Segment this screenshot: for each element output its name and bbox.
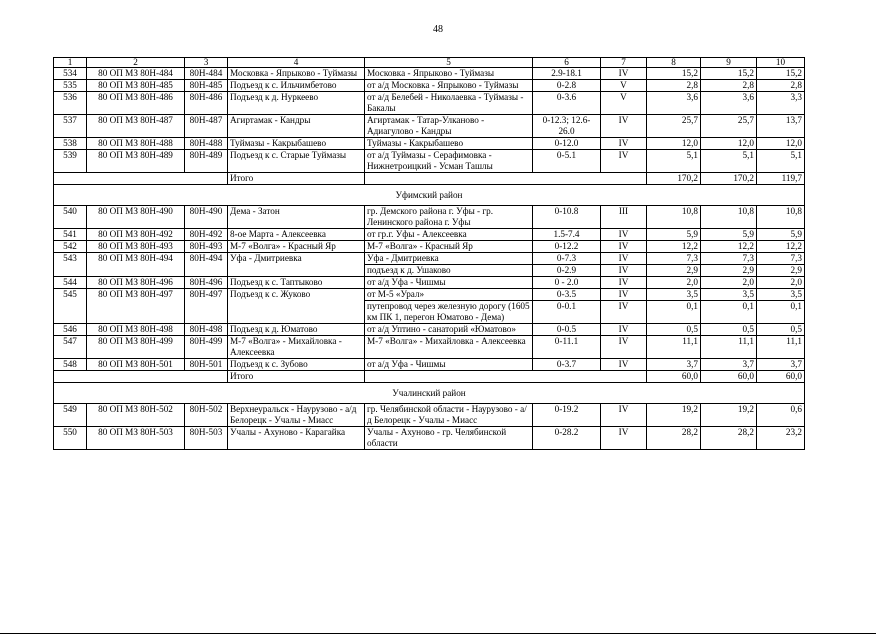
length-col9: 3,6 [701,92,757,115]
km-range: 0-3.6 [533,92,601,115]
row-number: 534 [54,68,87,80]
km-range: 2.9-18.1 [533,68,601,80]
route-description: гр. Челябинской области - Наурузово - а/д Белорецк - Учалы - Миасс [365,404,533,427]
length-col10: 12,2 [757,241,805,253]
road-category: V [601,92,647,115]
road-code: 80Н-496 [185,277,228,289]
length-col10: 5,1 [757,150,805,173]
total-col9: 170,2 [701,173,757,185]
road-code: 80Н-488 [185,138,228,150]
route-description: гр. Демского района г. Уфы - гр. Ленинского района г. Уфы [365,206,533,229]
row-number: 536 [54,92,87,115]
road-id: 80 ОП МЗ 80Н-501 [87,359,185,371]
row-number: 549 [54,404,87,427]
road-name: М-7 «Волга» - Михайловка - Алексеевка [228,336,365,359]
route-description: Уфа - Дмитриевка [365,253,533,265]
page-bottom-edge [0,628,876,640]
length-col10: 3,5 [757,289,805,301]
route-description: Учалы - Ахуново - гр. Челябинской области [365,427,533,450]
table-row [54,359,805,371]
road-category: IV [601,301,647,324]
table-row [54,92,805,115]
road-id: 80 ОП МЗ 80Н-485 [87,80,185,92]
length-col9: 7,3 [701,253,757,265]
column-number-header: 8 [647,58,701,68]
row-number: 537 [54,115,87,138]
table-row [54,206,805,229]
length-col8: 2,9 [647,265,701,277]
km-range: 0-10.8 [533,206,601,229]
road-code: 80Н-493 [185,241,228,253]
route-description: подъезд к д. Ушаково [365,265,533,277]
length-col9: 19,2 [701,404,757,427]
row-number: 539 [54,150,87,173]
km-range: 0-12.3; 12.6-26.0 [533,115,601,138]
km-range: 0-11.1 [533,336,601,359]
length-col10: 0,5 [757,324,805,336]
column-number-header: 4 [228,58,365,68]
header-row [54,58,805,68]
length-col8: 3,6 [647,92,701,115]
length-col8: 12,2 [647,241,701,253]
km-range: 0-0.1 [533,301,601,324]
km-range: 0-3.5 [533,289,601,301]
length-col10: 15,2 [757,68,805,80]
total-empty [365,371,647,383]
road-category: IV [601,289,647,301]
table-row [54,289,805,301]
road-code: 80Н-499 [185,336,228,359]
route-description: от а/д Белебей - Николаевка - Туймазы - Бакалы [365,92,533,115]
total-empty [365,173,647,185]
table-row [54,229,805,241]
district-title: Уфимский район [54,185,805,206]
route-description: от а/д Уфа - Чишмы [365,359,533,371]
route-description: от М-5 «Урал» [365,289,533,301]
total-col10: 119,7 [757,173,805,185]
length-col10: 2,8 [757,80,805,92]
page-number: 48 [433,24,443,35]
length-col8: 3,7 [647,359,701,371]
table-row [54,277,805,289]
length-col9: 3,5 [701,289,757,301]
road-id: 80 ОП МЗ 80Н-492 [87,229,185,241]
district-title: Учалинский район [54,383,805,404]
district-header-row [54,383,805,404]
row-number: 546 [54,324,87,336]
road-name: Подъезд к с. Таптыково [228,277,365,289]
length-col8: 19,2 [647,404,701,427]
length-col9: 10,8 [701,206,757,229]
road-id: 80 ОП МЗ 80Н-496 [87,277,185,289]
length-col8: 0,5 [647,324,701,336]
table-row [54,80,805,92]
road-id: 80 ОП МЗ 80Н-486 [87,92,185,115]
column-number-header: 2 [87,58,185,68]
district-header-row [54,185,805,206]
route-description: путепровод через железную дорогу (1605 км ПК 1, перегон Юматово - Дема) [365,301,533,324]
road-category: IV [601,265,647,277]
length-col10: 23,2 [757,427,805,450]
km-range: 0-7.3 [533,253,601,265]
road-id: 80 ОП МЗ 80Н-499 [87,336,185,359]
km-range: 0-12.0 [533,138,601,150]
road-category: IV [601,253,647,265]
route-description: М-7 «Волга» - Красный Яр [365,241,533,253]
column-number-header: 3 [185,58,228,68]
table-row [54,253,805,265]
scan-mark: . [646,627,648,636]
column-number-header: 5 [365,58,533,68]
road-name: Подъезд к с. Зубово [228,359,365,371]
road-code: 80Н-501 [185,359,228,371]
road-id: 80 ОП МЗ 80Н-497 [87,289,185,324]
road-name: Подъезд к д. Нуркеево [228,92,365,115]
route-description: от а/д Московка - Япрыково - Туймазы [365,80,533,92]
km-range: 0-19.2 [533,404,601,427]
road-name: Агиртамак - Кандры [228,115,365,138]
length-col10: 13,7 [757,115,805,138]
roads-table [53,57,805,450]
road-category: IV [601,138,647,150]
length-col8: 5,9 [647,229,701,241]
road-code: 80Н-503 [185,427,228,450]
length-col8: 3,5 [647,289,701,301]
row-number: 535 [54,80,87,92]
road-code: 80Н-489 [185,150,228,173]
road-name: Подъезд к с. Старые Туймазы [228,150,365,173]
row-number: 547 [54,336,87,359]
km-range: 0-12.2 [533,241,601,253]
route-description: от а/д Уфа - Чишмы [365,277,533,289]
road-id: 80 ОП МЗ 80Н-493 [87,241,185,253]
total-empty [54,173,228,185]
column-number-header: 10 [757,58,805,68]
bottom-rule [0,633,876,634]
road-category: IV [601,241,647,253]
km-range: 0-5.1 [533,150,601,173]
row-number: 544 [54,277,87,289]
length-col10: 10,8 [757,206,805,229]
total-empty [54,371,228,383]
length-col8: 0,1 [647,301,701,324]
length-col10: 7,3 [757,253,805,265]
length-col10: 5,9 [757,229,805,241]
table-row [54,68,805,80]
table-row [54,115,805,138]
road-category: III [601,206,647,229]
road-code: 80Н-498 [185,324,228,336]
road-category: IV [601,359,647,371]
total-col9: 60,0 [701,371,757,383]
road-code: 80Н-497 [185,289,228,324]
km-range: 1.5-7.4 [533,229,601,241]
total-row [54,371,805,383]
route-description: от а/д Туймазы - Серафимовка - Нижнетроицкий - Усман Ташлы [365,150,533,173]
length-col10: 12,0 [757,138,805,150]
length-col8: 28,2 [647,427,701,450]
road-name: Московка - Япрыково - Туймазы [228,68,365,80]
total-row [54,173,805,185]
row-number: 542 [54,241,87,253]
km-range: 0-3.7 [533,359,601,371]
length-col9: 11,1 [701,336,757,359]
column-number-header: 9 [701,58,757,68]
row-number: 540 [54,206,87,229]
table-row [54,150,805,173]
scan-mark: . [55,627,57,636]
length-col9: 28,2 [701,427,757,450]
road-code: 80Н-494 [185,253,228,277]
length-col9: 12,2 [701,241,757,253]
length-col9: 25,7 [701,115,757,138]
length-col9: 2,0 [701,277,757,289]
road-code: 80Н-492 [185,229,228,241]
table-row [54,404,805,427]
length-col8: 2,8 [647,80,701,92]
column-number-header: 1 [54,58,87,68]
length-col9: 2,9 [701,265,757,277]
road-code: 80Н-485 [185,80,228,92]
table-row [54,427,805,450]
route-description: Туймазы - Какрыбашево [365,138,533,150]
road-id: 80 ОП МЗ 80Н-488 [87,138,185,150]
row-number: 543 [54,253,87,277]
road-code: 80Н-486 [185,92,228,115]
row-number: 545 [54,289,87,324]
route-description: от гр.г. Уфы - Алексеевка [365,229,533,241]
column-number-header: 7 [601,58,647,68]
km-range: 0 - 2.0 [533,277,601,289]
length-col10: 0,6 [757,404,805,427]
length-col8: 25,7 [647,115,701,138]
table-body [54,58,805,450]
length-col10: 11,1 [757,336,805,359]
road-id: 80 ОП МЗ 80Н-502 [87,404,185,427]
road-category: IV [601,150,647,173]
row-number: 550 [54,427,87,450]
road-name: Учалы - Ахуново - Карагайка [228,427,365,450]
route-description: Агиртамак - Татар-Улканово - Адиагулово - Кандры [365,115,533,138]
km-range: 0-2.9 [533,265,601,277]
total-col8: 60,0 [647,371,701,383]
length-col9: 5,1 [701,150,757,173]
road-code: 80Н-490 [185,206,228,229]
road-id: 80 ОП МЗ 80Н-489 [87,150,185,173]
road-id: 80 ОП МЗ 80Н-503 [87,427,185,450]
route-description: М-7 «Волга» - Михайловка - Алексеевка [365,336,533,359]
total-col10: 60,0 [757,371,805,383]
route-description: Московка - Япрыково - Туймазы [365,68,533,80]
road-name: Верхнеуральск - Наурузово - а/д Белорецк - Учалы - Миасс [228,404,365,427]
road-name: Подъезд к д. Юматово [228,324,365,336]
road-category: IV [601,324,647,336]
table-row [54,241,805,253]
route-description: от а/д Уптино - санаторий «Юматово» [365,324,533,336]
road-id: 80 ОП МЗ 80Н-487 [87,115,185,138]
road-category: IV [601,427,647,450]
length-col8: 10,8 [647,206,701,229]
road-id: 80 ОП МЗ 80Н-484 [87,68,185,80]
length-col9: 0,1 [701,301,757,324]
length-col9: 12,0 [701,138,757,150]
road-code: 80Н-502 [185,404,228,427]
road-name: Туймазы - Какрыбашево [228,138,365,150]
length-col10: 2,9 [757,265,805,277]
road-name: 8-ое Марта - Алексеевка [228,229,365,241]
table-row [54,324,805,336]
length-col9: 0,5 [701,324,757,336]
road-id: 80 ОП МЗ 80Н-498 [87,324,185,336]
road-category: V [601,80,647,92]
road-category: IV [601,336,647,359]
km-range: 0-2.8 [533,80,601,92]
length-col10: 0,1 [757,301,805,324]
total-label: Итого [228,371,365,383]
road-name: Подъезд к с. Ильчимбетово [228,80,365,92]
length-col9: 15,2 [701,68,757,80]
road-category: IV [601,277,647,289]
road-name: Уфа - Дмитриевка [228,253,365,277]
column-number-header: 6 [533,58,601,68]
length-col8: 12,0 [647,138,701,150]
total-label: Итого [228,173,365,185]
road-category: IV [601,404,647,427]
length-col10: 3,3 [757,92,805,115]
length-col8: 15,2 [647,68,701,80]
road-name: М-7 «Волга» - Красный Яр [228,241,365,253]
road-name: Дема - Затон [228,206,365,229]
length-col8: 2,0 [647,277,701,289]
row-number: 538 [54,138,87,150]
km-range: 0-28.2 [533,427,601,450]
row-number: 548 [54,359,87,371]
length-col8: 7,3 [647,253,701,265]
length-col10: 2,0 [757,277,805,289]
row-number: 541 [54,229,87,241]
road-id: 80 ОП МЗ 80Н-490 [87,206,185,229]
table-row [54,336,805,359]
length-col9: 2,8 [701,80,757,92]
road-category: IV [601,68,647,80]
road-code: 80Н-484 [185,68,228,80]
length-col9: 5,9 [701,229,757,241]
table-row [54,138,805,150]
road-category: IV [601,115,647,138]
total-col8: 170,2 [647,173,701,185]
length-col9: 3,7 [701,359,757,371]
length-col8: 5,1 [647,150,701,173]
road-code: 80Н-487 [185,115,228,138]
length-col10: 3,7 [757,359,805,371]
road-category: IV [601,229,647,241]
road-name: Подъезд к с. Жуково [228,289,365,324]
km-range: 0-0.5 [533,324,601,336]
road-id: 80 ОП МЗ 80Н-494 [87,253,185,277]
length-col8: 11,1 [647,336,701,359]
